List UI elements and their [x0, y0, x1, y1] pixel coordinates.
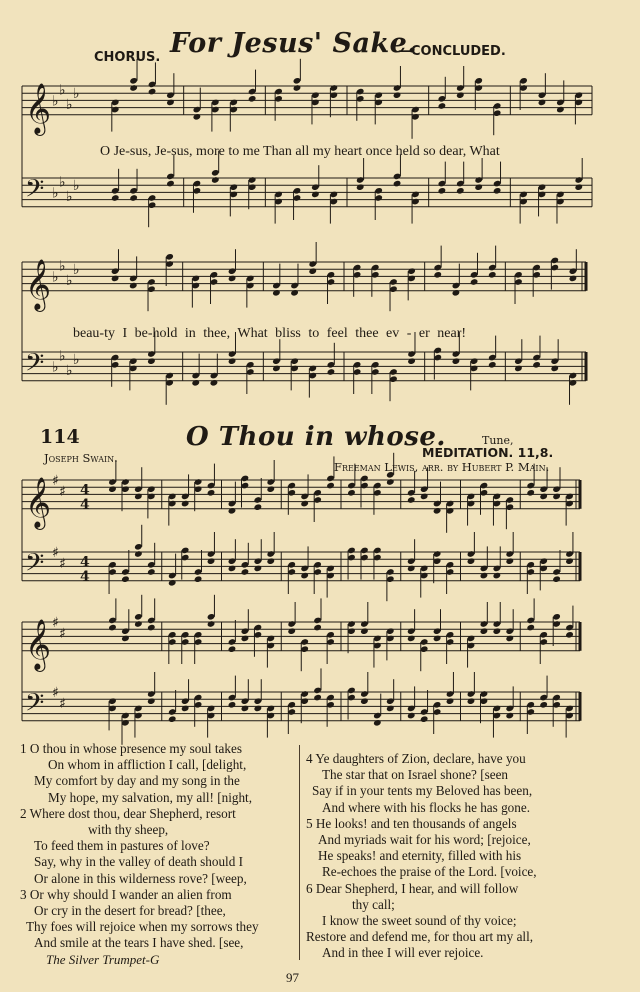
flat-icon: ♭ — [73, 262, 80, 279]
song-title: For Jesus' Sake. — [170, 28, 418, 59]
note-head — [134, 620, 143, 628]
note-head — [514, 365, 523, 373]
note-head — [193, 113, 202, 121]
note-head — [347, 489, 356, 497]
note-head — [254, 503, 263, 511]
note-head — [147, 568, 156, 576]
sharp-icon: ♯ — [52, 685, 59, 701]
note-head — [129, 84, 138, 92]
flat-icon: ♭ — [59, 174, 66, 191]
note-head — [407, 496, 416, 504]
flat-icon: ♭ — [52, 93, 59, 110]
note-head — [505, 635, 514, 643]
verse-line: Restore and defend me, for thou art my all, — [306, 929, 534, 945]
note-head — [166, 180, 175, 188]
note-head — [313, 624, 322, 632]
verse-line: And myriads wait for his word; [rejoice, — [318, 832, 531, 848]
sharp-icon: ♯ — [52, 545, 59, 561]
page-number: 97 — [286, 970, 299, 985]
note-head — [228, 645, 237, 653]
note-head — [480, 572, 489, 580]
flat-icon: ♭ — [52, 185, 59, 202]
note-head — [207, 557, 216, 565]
flat-icon: ♭ — [52, 359, 59, 376]
note-head — [456, 187, 465, 195]
note-head — [493, 572, 502, 580]
note-head — [493, 627, 502, 635]
note-head — [266, 557, 275, 565]
note-head — [191, 379, 200, 387]
note-head — [147, 357, 156, 365]
bass-clef-icon: 𝄢 — [25, 174, 45, 210]
note-head — [532, 361, 541, 369]
note-head — [194, 575, 203, 583]
tune-name: MEDITATION. 11,8. — [422, 445, 554, 460]
note-head — [373, 719, 382, 727]
treble-clef-icon: 𝄞 — [25, 258, 52, 310]
flat-icon: ♭ — [73, 86, 80, 103]
note-head — [539, 493, 548, 501]
treble-clef-icon: 𝄞 — [25, 476, 52, 528]
note-head — [538, 99, 547, 107]
verse-line: Re-echoes the praise of the Lord. [voice, — [322, 864, 537, 880]
bass-clef-icon: 𝄢 — [25, 548, 45, 584]
note-head — [134, 493, 143, 501]
note-head — [407, 565, 416, 573]
note-head — [526, 489, 535, 497]
note-head — [446, 697, 455, 705]
note-head — [272, 289, 281, 297]
note-head — [420, 493, 429, 501]
note-head — [166, 99, 175, 107]
verse-line: Or alone in this wilderness rove? [weep, — [34, 870, 247, 886]
note-head — [327, 368, 336, 376]
note-head — [326, 482, 335, 490]
flat-icon: ♭ — [73, 352, 80, 369]
hymn-composer: Freeman Lewis, arr. by Hubert P. Main. — [334, 460, 550, 474]
flat-icon: ♭ — [66, 189, 73, 205]
note-head — [556, 106, 565, 114]
note-head — [300, 500, 309, 508]
chorus-lyric-line-1: O Je-sus, Je-sus, more to me Than all my heart once held so dear, What — [100, 144, 500, 159]
verse-line: And in thee I will ever rejoice. — [322, 945, 484, 961]
note-head — [308, 267, 317, 275]
note-head — [207, 620, 216, 628]
treble-clef-icon: 𝄞 — [25, 618, 52, 670]
note-head — [313, 694, 322, 702]
verse-line: He speaks! and eternity, filled with his — [318, 848, 522, 864]
note-head — [438, 102, 447, 110]
note-head — [228, 357, 237, 365]
note-head — [505, 557, 514, 565]
note-head — [111, 194, 120, 202]
note-head — [456, 91, 465, 99]
sharp-icon: ♯ — [52, 473, 59, 489]
note-head — [474, 183, 483, 191]
note-head — [438, 187, 447, 195]
verse-line: Thy foes will rejoice when my sorrows they — [26, 919, 259, 935]
note-head — [539, 701, 548, 709]
note-head — [356, 183, 365, 191]
flat-icon: ♭ — [59, 82, 66, 99]
note-head — [168, 579, 177, 587]
time-signature-bottom: 4 — [80, 568, 90, 585]
note-head — [134, 550, 143, 558]
verse-line: 5 He looks! and ten thousands of angels — [306, 815, 517, 831]
sharp-icon: ♯ — [59, 555, 66, 572]
note-head — [565, 557, 574, 565]
sharp-icon: ♯ — [59, 483, 66, 500]
verse-line: My comfort by day and my song in the — [34, 773, 240, 789]
note-head — [488, 271, 497, 279]
verse-line: Say, why in the valley of death should I — [34, 854, 244, 870]
note-head — [300, 572, 309, 580]
note-head — [569, 275, 578, 283]
note-head — [108, 485, 117, 493]
note-head — [360, 627, 369, 635]
verse-column-divider — [299, 745, 300, 960]
flat-icon: ♭ — [66, 273, 73, 289]
bass-clef-icon: 𝄢 — [25, 348, 45, 384]
note-head — [467, 697, 476, 705]
note-head — [386, 705, 395, 713]
note-head — [407, 635, 416, 643]
note-head — [254, 565, 263, 573]
verse-line: I know the sweet sound of thy voice; — [322, 913, 517, 929]
verses-left-column — [20, 741, 294, 952]
note-head — [129, 282, 138, 290]
time-signature-top: 4 — [80, 554, 90, 571]
note-head — [433, 271, 442, 279]
note-head — [241, 568, 250, 576]
hymn-author: Joseph Swain. — [44, 451, 118, 465]
verse-line: And smile at the tears I have shed. [see, — [34, 935, 244, 951]
note-head — [293, 84, 302, 92]
flat-icon: ♭ — [66, 363, 73, 379]
note-head — [433, 507, 442, 515]
note-head — [488, 361, 497, 369]
note-head — [147, 697, 156, 705]
note-head — [148, 88, 157, 96]
note-head — [121, 635, 130, 643]
verse-line: To feed them in pastures of love? — [34, 838, 210, 854]
note-head — [248, 95, 257, 103]
verse-line: Say if in your tents my Beloved has been, — [312, 783, 533, 799]
note-head — [228, 701, 237, 709]
note-head — [181, 500, 190, 508]
note-head — [470, 278, 479, 286]
note-head — [505, 712, 514, 720]
verse-line: Or cry in the desert for bread? [thee, — [34, 903, 226, 919]
hymn-number: 114 — [40, 426, 80, 448]
chorus-label: CHORUS. — [94, 50, 161, 65]
treble-clef-icon: 𝄞 — [25, 82, 52, 134]
note-head — [550, 365, 559, 373]
note-head — [433, 635, 442, 643]
flat-icon: ♭ — [59, 258, 66, 275]
note-head — [552, 575, 561, 583]
book-footer: The Silver Trumpet-G — [46, 952, 160, 967]
note-head — [552, 493, 561, 501]
note-head — [526, 624, 535, 632]
note-head — [420, 715, 429, 723]
flat-icon: ♭ — [66, 97, 73, 113]
note-head — [452, 357, 461, 365]
note-head — [121, 575, 130, 583]
note-head — [290, 289, 299, 297]
verse-line: 1 O thou in whose presence my soul takes — [20, 741, 242, 756]
sharp-icon: ♯ — [59, 625, 66, 642]
note-head — [254, 705, 263, 713]
sharp-icon: ♯ — [52, 615, 59, 631]
time-signature-bottom: 4 — [80, 496, 90, 513]
verse-line: And where with his flocks he has gone. — [322, 799, 531, 815]
concluded-label: —CONCLUDED. — [398, 44, 506, 59]
note-head — [207, 489, 216, 497]
hymn-title: O Thou in whose. — [186, 422, 446, 452]
verse-line: with thy sheep, — [88, 822, 169, 838]
note-head — [360, 697, 369, 705]
note-head — [386, 478, 395, 486]
note-head — [393, 91, 402, 99]
note-head — [228, 565, 237, 573]
note-head — [241, 635, 250, 643]
verse-line: 2 Where dost thou, dear Shepherd, resort — [20, 805, 236, 821]
note-head — [129, 194, 138, 202]
note-head — [241, 705, 250, 713]
verse-line: On whom in affliction I call, [delight, — [48, 757, 247, 773]
note-head — [210, 379, 219, 387]
note-head — [393, 180, 402, 188]
note-head — [147, 624, 156, 632]
note-head — [480, 627, 489, 635]
flat-icon: ♭ — [59, 348, 66, 365]
note-head — [493, 187, 502, 195]
sharp-icon: ♯ — [59, 695, 66, 712]
verses-right-column — [306, 751, 582, 962]
note-head — [108, 624, 117, 632]
note-head — [272, 365, 281, 373]
tune-label: Tune, — [482, 434, 514, 447]
note-head — [181, 705, 190, 713]
note-head — [311, 191, 320, 199]
note-head — [407, 357, 416, 365]
time-signature-top: 4 — [80, 482, 90, 499]
chorus-lyric-line-2: beau-ty I be-hold in thee, What bliss to feel thee ev - er near! — [73, 326, 467, 341]
flat-icon: ♭ — [73, 178, 80, 195]
note-head — [228, 507, 237, 515]
note-head — [228, 275, 237, 283]
note-head — [211, 176, 220, 184]
note-head — [467, 557, 476, 565]
flat-icon: ♭ — [52, 269, 59, 286]
note-head — [168, 715, 177, 723]
verse-line: My hope, my salvation, my all! [night, — [48, 789, 253, 805]
note-head — [452, 289, 461, 297]
bass-clef-icon: 𝄢 — [25, 688, 45, 724]
note-head — [407, 712, 416, 720]
verse-line: thy call; — [352, 896, 395, 912]
verse-line: 3 Or why should I wander an alien from — [20, 886, 232, 902]
note-head — [574, 183, 583, 191]
note-head — [266, 485, 275, 493]
note-head — [287, 627, 296, 635]
verse-line: The star that on Israel shone? [seen — [322, 767, 509, 783]
note-head — [111, 275, 120, 283]
verse-line: 6 Dear Shepherd, I hear, and will follow — [306, 880, 519, 896]
note-head — [565, 631, 574, 639]
verse-line: 4 Ye daughters of Zion, declare, have you — [306, 751, 526, 766]
